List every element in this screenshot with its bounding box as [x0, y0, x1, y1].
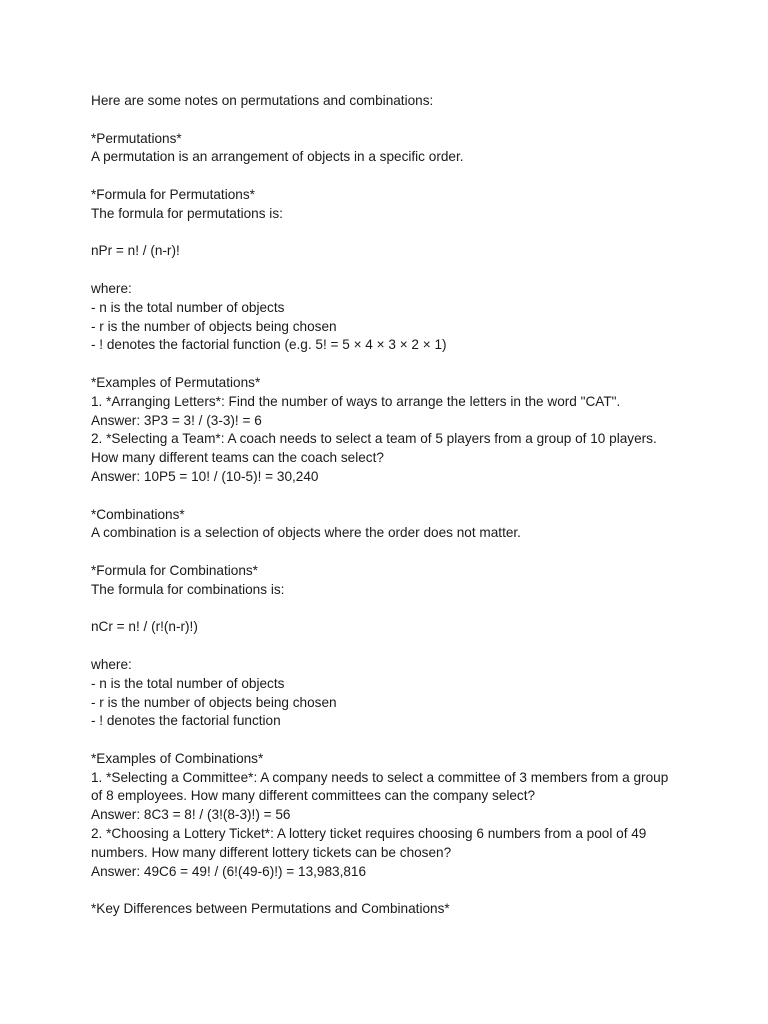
- permutations-heading: *Permutations*: [91, 130, 182, 146]
- combination-example-question: of 8 employees. How many different committees can the company select?: [91, 788, 536, 804]
- combination-formula-heading: *Formula for Combinations*: [91, 562, 258, 578]
- permutation-where-item: - n is the total number of objects: [91, 299, 285, 315]
- permutation-example-question: 1. *Arranging Letters*: Find the number of ways to arrange the letters in the word "CAT".: [91, 393, 621, 409]
- key-differences-heading: *Key Differences between Permutations and Combinations*: [91, 901, 450, 917]
- spacer: [91, 224, 701, 243]
- spacer: [91, 637, 701, 656]
- spacer: [91, 881, 701, 900]
- spacer: [91, 600, 701, 619]
- permutation-formula-heading: *Formula for Permutations*: [91, 186, 255, 202]
- combination-example-answer: Answer: 8C3 = 8! / (3!(8-3)!) = 56: [91, 807, 291, 823]
- spacer: [91, 111, 701, 130]
- permutation-example-answer: Answer: 3P3 = 3! / (3-3)! = 6: [91, 412, 262, 428]
- combination-formula-lead: The formula for combinations is:: [91, 581, 285, 597]
- combination-where-item: - r is the number of objects being chosen: [91, 694, 337, 710]
- permutation-example-question: How many different teams can the coach select?: [91, 450, 384, 466]
- permutation-formula-lead: The formula for permutations is:: [91, 205, 283, 221]
- combination-where-item: - ! denotes the factorial function: [91, 713, 281, 729]
- permutation-where-item: - r is the number of objects being chosen: [91, 318, 337, 334]
- permutation-example-question: 2. *Selecting a Team*: A coach needs to select a team of 5 players from a group of 10 players.: [91, 431, 657, 447]
- combinations-definition: A combination is a selection of objects where the order does not matter.: [91, 525, 521, 541]
- combination-example-question: 1. *Selecting a Committee*: A company needs to select a committee of 3 members from a group: [91, 769, 669, 785]
- combination-where-label: where:: [91, 656, 132, 672]
- spacer: [91, 261, 701, 280]
- combination-examples-heading: *Examples of Combinations*: [91, 750, 264, 766]
- permutation-where-label: where:: [91, 280, 132, 296]
- permutation-examples-heading: *Examples of Permutations*: [91, 374, 261, 390]
- spacer: [91, 167, 701, 186]
- combinations-heading: *Combinations*: [91, 506, 185, 522]
- combination-where-item: - n is the total number of objects: [91, 675, 285, 691]
- permutation-where-item: - ! denotes the factorial function (e.g. 5! = 5 × 4 × 3 × 2 × 1): [91, 337, 447, 353]
- combination-example-answer: Answer: 49C6 = 49! / (6!(49-6)!) = 13,983,816: [91, 863, 367, 879]
- spacer: [91, 731, 701, 750]
- permutation-formula: nPr = n! / (n-r)!: [91, 243, 180, 259]
- spacer: [91, 487, 701, 506]
- permutation-example-answer: Answer: 10P5 = 10! / (10-5)! = 30,240: [91, 468, 319, 484]
- intro-text: Here are some notes on permutations and combinations:: [91, 93, 434, 108]
- combination-example-question: 2. *Choosing a Lottery Ticket*: A lottery ticket requires choosing 6 numbers from a pool of 49: [91, 826, 647, 842]
- permutations-definition: A permutation is an arrangement of objects in a specific order.: [91, 149, 464, 165]
- combination-example-question: numbers. How many different lottery tickets can be chosen?: [91, 844, 452, 860]
- spacer: [91, 355, 701, 374]
- spacer: [91, 543, 701, 562]
- document-page: [91, 92, 701, 919]
- combination-formula: nCr = n! / (r!(n-r)!): [91, 619, 198, 635]
